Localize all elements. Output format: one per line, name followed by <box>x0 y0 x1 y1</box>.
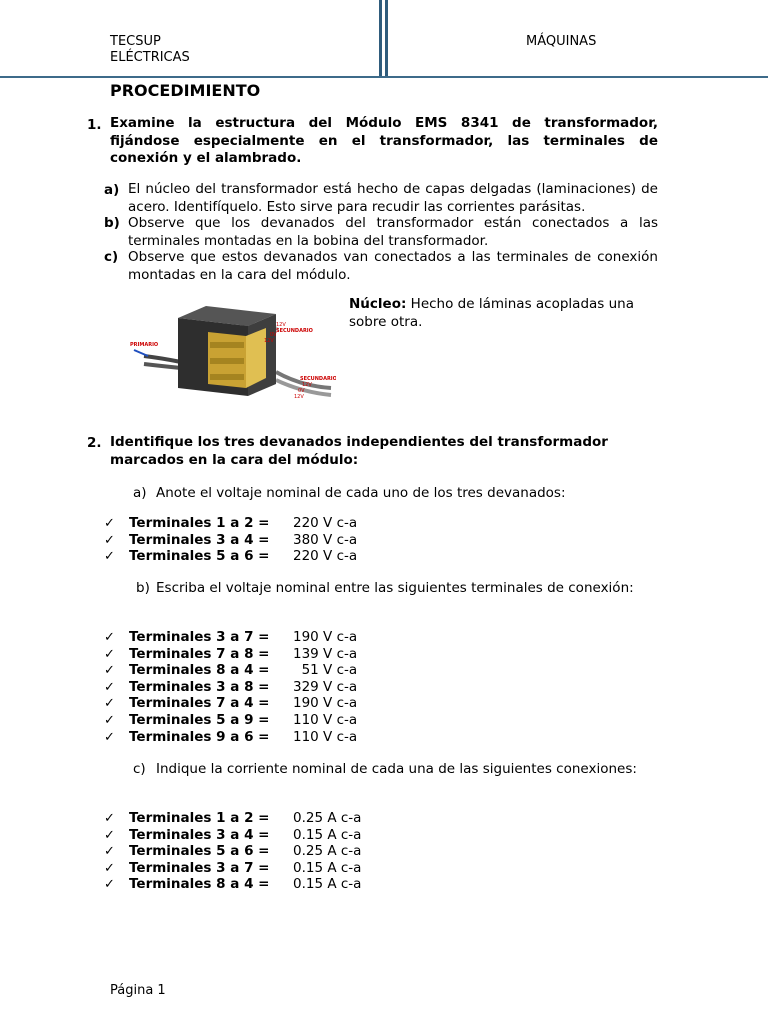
terminal-value: 190 V c-a <box>293 695 358 712</box>
terminal-value: 110 V c-a <box>293 728 358 745</box>
label-v12: 12V <box>276 322 286 328</box>
terminal-label: Terminales 1 a 2 = <box>129 810 270 826</box>
terminal-label: Terminales 1 a 2 = <box>129 515 270 531</box>
label-secundario2: SECUNDARIO <box>300 376 336 382</box>
label-v0b: 0V <box>298 388 305 394</box>
check-icon: ✓ <box>104 811 115 826</box>
terminal-value: 0.15 A c-a <box>293 876 362 893</box>
item-c-marker: c) <box>104 249 119 265</box>
header-right: MÁQUINAS <box>526 34 597 49</box>
terminal-value: 0.25 A c-a <box>293 810 362 826</box>
header-rule <box>0 76 768 78</box>
page-number: Página 1 <box>110 983 166 998</box>
terminal-value: 329 V c-a <box>293 678 358 695</box>
item-c-text: Observe que estos devanados van conectados a las terminales de conexión montadas en la cara del módulo. <box>128 249 658 283</box>
terminal-label: Terminales 3 a 7 = <box>129 859 270 876</box>
label-v12c: 12V <box>302 382 312 388</box>
sub-b-marker: b) <box>136 580 150 596</box>
section2-number: 2. <box>87 435 102 451</box>
check-icon: ✓ <box>104 646 115 662</box>
check-icon: ✓ <box>104 877 115 893</box>
terminal-label: Terminales 7 a 4 = <box>129 695 270 712</box>
nucleo-label: Núcleo: <box>349 296 407 312</box>
check-icon: ✓ <box>104 860 115 876</box>
terminal-label: Terminales 8 a 4 = <box>129 876 270 893</box>
check-icon: ✓ <box>104 663 115 679</box>
check-icon: ✓ <box>104 630 115 645</box>
label-v12b: 12V <box>264 338 274 344</box>
terminal-label: Terminales 8 a 4 = <box>129 662 270 679</box>
header-divider <box>379 0 388 77</box>
check-icon: ✓ <box>104 696 115 712</box>
nucleo-caption <box>349 296 659 331</box>
section2-text: Identifique los tres devanados independientes del transformador marcados en la cara del módulo: <box>110 434 608 468</box>
terminal-label: Terminales 7 a 8 = <box>129 645 270 662</box>
item-b-text: Observe que los devanados del transformador están conectados a las terminales montadas en la bobina del transformador. <box>128 215 658 249</box>
item-b-marker: b) <box>104 215 120 231</box>
terminal-value: 110 V c-a <box>293 712 358 728</box>
check-icon: ✓ <box>104 827 115 843</box>
section1-number: 1. <box>87 117 102 133</box>
item-a-marker: a) <box>104 182 120 198</box>
terminal-value: 380 V c-a <box>293 531 358 548</box>
terminal-label: Terminales 3 a 8 = <box>129 678 270 695</box>
item-a-text: El núcleo del transformador está hecho de capas delgadas (laminaciones) de acero. Identifíquelo. Esto sirve para recudir las corrientes parásitas. <box>128 181 658 215</box>
label-v12d: 12V <box>294 394 304 400</box>
terminal-label: Terminales 9 a 6 = <box>129 728 270 745</box>
sub-c-text: Indique la corriente nominal de cada una de las siguientes conexiones: <box>156 761 637 777</box>
terminal-value: 0.25 A c-a <box>293 843 362 860</box>
terminal-value: 220 V c-a <box>293 515 358 531</box>
label-primario: PRIMARIO <box>130 342 159 348</box>
sub-a-marker: a) <box>133 485 147 501</box>
section1-text: Examine la estructura del Módulo EMS 8341 de transformador, fijándose especialmente en el transformador, las terminales de conexión y el alambrado. <box>110 115 658 166</box>
check-icon: ✓ <box>104 516 115 531</box>
terminal-value: 0.15 A c-a <box>293 859 362 876</box>
nucleo-text: Hecho de láminas acopladas una sobre otra. <box>349 296 634 330</box>
sub-a-text: Anote el voltaje nominal de cada uno de los tres devanados: <box>156 485 566 501</box>
sub-c-marker: c) <box>133 761 146 777</box>
terminal-label: Terminales 3 a 7 = <box>129 629 270 645</box>
check-icon: ✓ <box>104 713 115 728</box>
terminal-label: Terminales 5 a 6 = <box>129 548 270 565</box>
terminal-value: 139 V c-a <box>293 645 358 662</box>
terminal-label: Terminales 5 a 6 = <box>129 843 270 860</box>
terminal-value: 51 V c-a <box>293 662 358 679</box>
terminal-value: 0.15 A c-a <box>293 826 362 843</box>
sub-b-text: Escriba el voltaje nominal entre las siguientes terminales de conexión: <box>156 580 634 596</box>
header-left-line1: TECSUP <box>110 34 161 49</box>
terminal-label: Terminales 5 a 9 = <box>129 712 270 728</box>
check-icon: ✓ <box>104 729 115 745</box>
terminal-value: 190 V c-a <box>293 629 358 645</box>
label-v0: 0V <box>270 332 277 338</box>
check-icon: ✓ <box>104 679 115 695</box>
page-title: PROCEDIMIENTO <box>110 81 261 100</box>
check-icon: ✓ <box>104 532 115 548</box>
terminal-value: 220 V c-a <box>293 548 358 565</box>
terminal-label: Terminales 3 a 4 = <box>129 531 270 548</box>
check-icon: ✓ <box>104 844 115 860</box>
transformer-image <box>126 296 336 404</box>
check-icon: ✓ <box>104 549 115 565</box>
terminal-label: Terminales 3 a 4 = <box>129 826 270 843</box>
header-left-line2: ELÉCTRICAS <box>110 50 190 65</box>
label-secundario: SECUNDARIO <box>276 328 313 334</box>
